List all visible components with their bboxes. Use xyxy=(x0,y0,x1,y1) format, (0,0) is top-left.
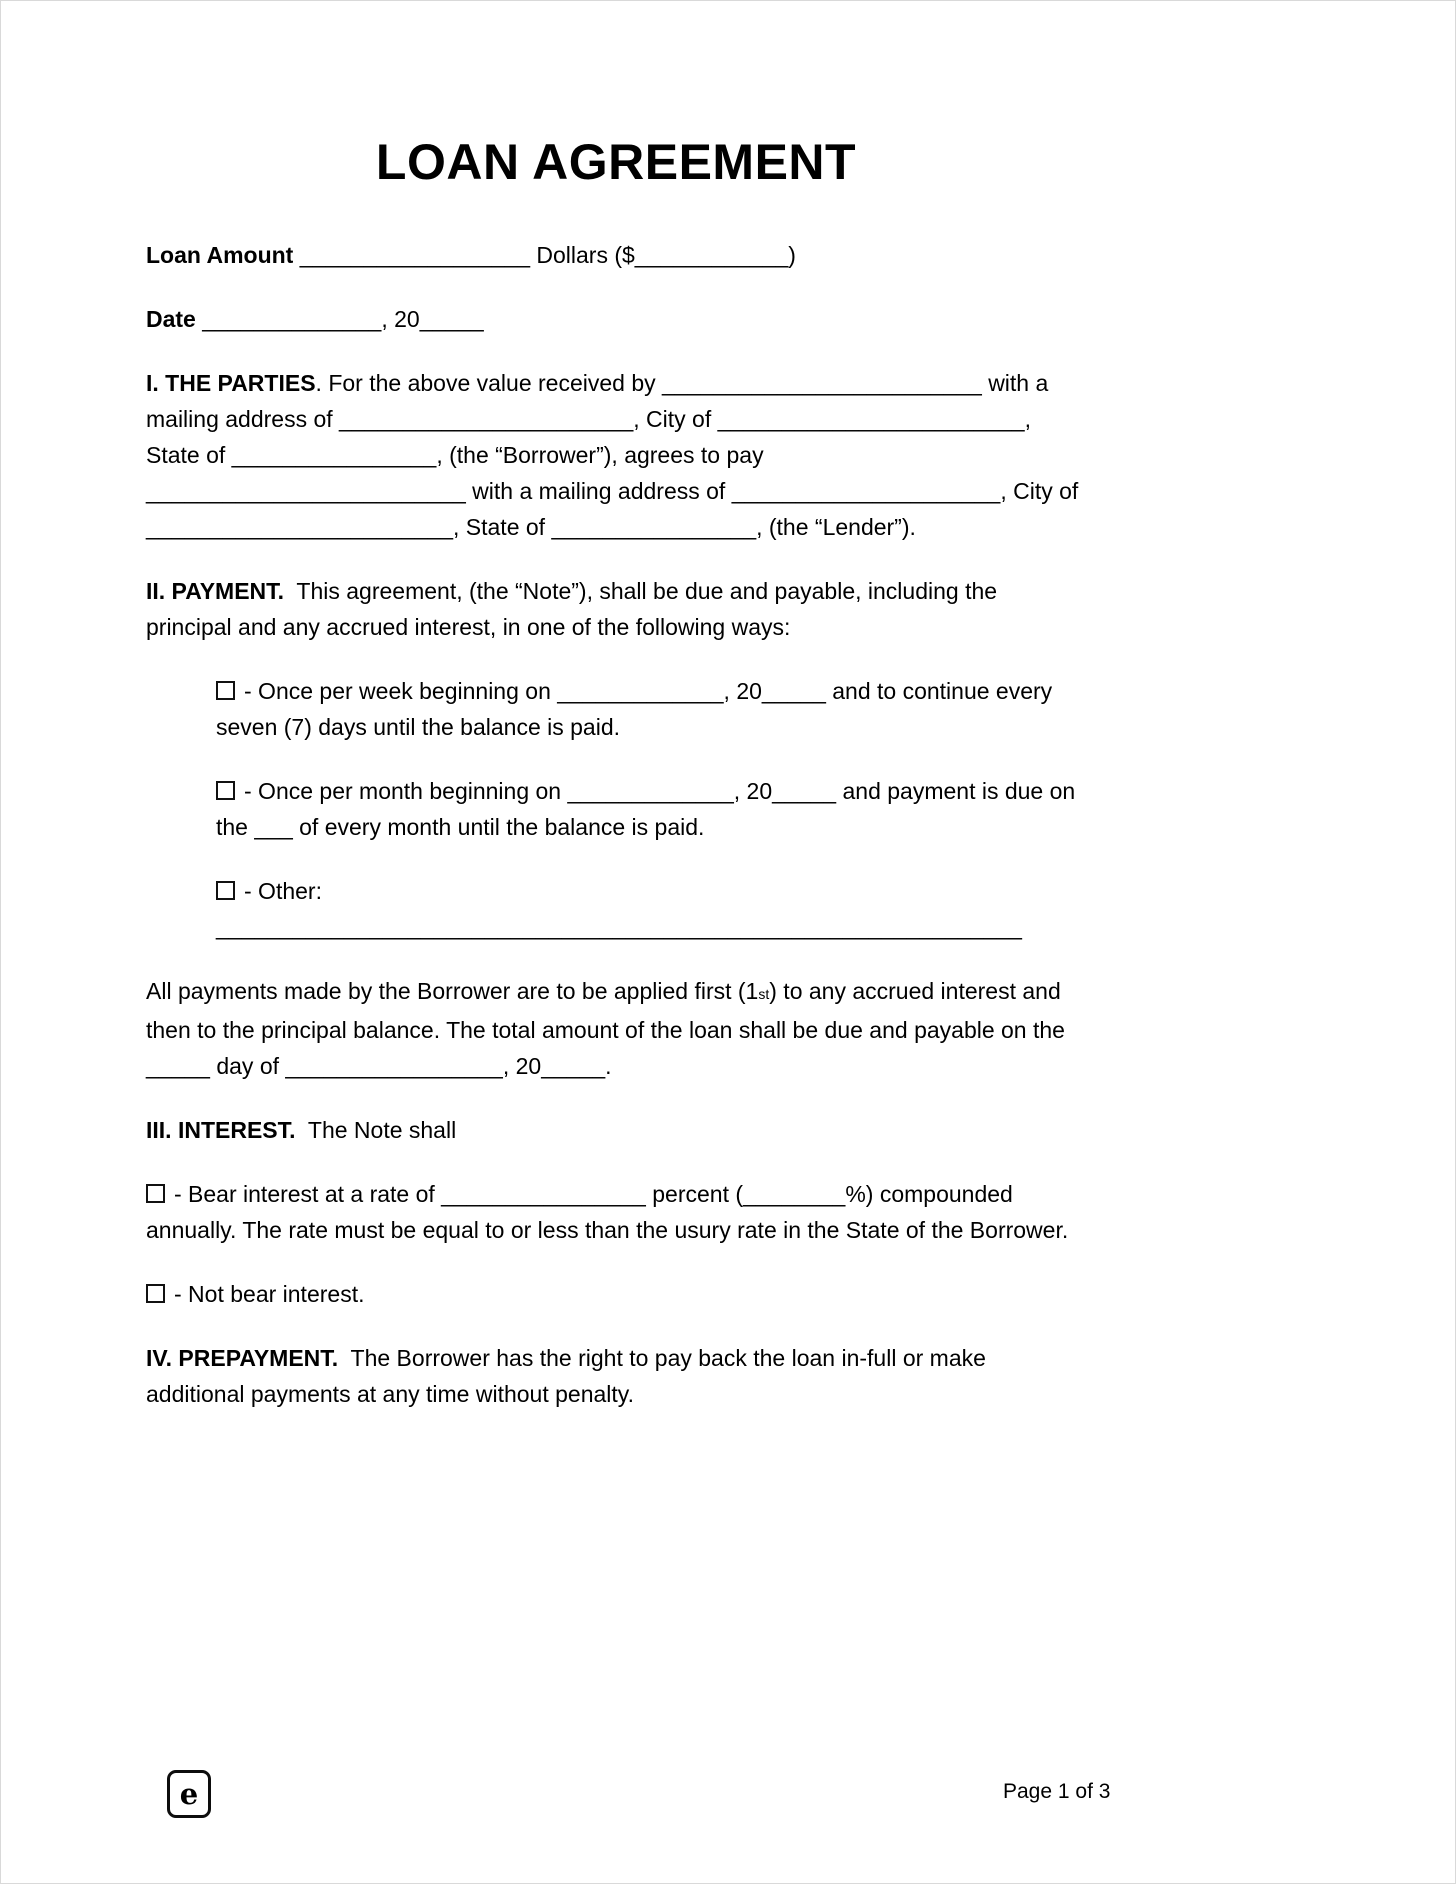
section-parties xyxy=(146,365,1086,545)
ordinal-suffix: st xyxy=(758,986,770,1002)
document-title: LOAN AGREEMENT xyxy=(375,134,857,190)
section-payment xyxy=(146,573,1086,645)
checkbox-unchecked-icon xyxy=(146,1184,165,1203)
interest-option-bear xyxy=(146,1176,1086,1248)
section-payment-body: This agreement, (the “Note”), shall be due and payable, including the principal and any accrued interest, in one of the following ways: xyxy=(146,578,998,640)
section-prepayment-body: The Borrower has the right to pay back the loan in-full or make additional payments at any time without penalty. xyxy=(146,1345,986,1407)
document-content xyxy=(146,133,1086,1440)
loan-amount-blanks: __________________ Dollars ($____________) xyxy=(293,242,796,268)
payment-application-paragraph xyxy=(146,973,1086,1084)
date-blanks: ______________, 20_____ xyxy=(195,306,484,332)
payment-application-part2: ) to any accrued interest and then to the principal balance. The total amount of the loan shall be due and payable on the _____ day of _________________, 20_____. xyxy=(146,978,1065,1079)
interest-option-bear-text: - Bear interest at a rate of ________________ percent (________%) compounded annually. The rate must be equal to or less than the usury rate in the State of the Borrower. xyxy=(146,1181,1069,1243)
payment-option-weekly xyxy=(146,673,1086,745)
section-interest-heading: III. INTEREST. xyxy=(146,1117,296,1143)
checkbox-unchecked-icon xyxy=(216,681,235,700)
date-label: Date xyxy=(146,306,196,332)
eforms-logo-letter: e xyxy=(179,1776,199,1811)
checkbox-unchecked-icon xyxy=(216,781,235,800)
checkbox-unchecked-icon xyxy=(216,881,235,900)
loan-amount-label: Loan Amount xyxy=(146,242,294,268)
section-parties-heading: I. THE PARTIES xyxy=(146,370,316,396)
payment-option-other-text: - Other: _______________________________________________________________ xyxy=(216,878,1022,940)
page-indicator: Page 1 of 3 xyxy=(1003,1780,1111,1803)
loan-amount-line xyxy=(146,237,1086,273)
interest-option-not-bear xyxy=(146,1276,1086,1312)
section-interest xyxy=(146,1112,1086,1148)
section-prepayment xyxy=(146,1340,1086,1412)
section-parties-body: . For the above value received by _________________________ with a mailing address of _______________________, City of ________________________, State of ________________, (the “Borrower”), agrees to pay _________________________ with a mailing address of _____________________, City of ________________________, State of ________________, (the “Lender”). xyxy=(146,370,1079,540)
section-interest-body: The Note shall xyxy=(295,1117,457,1143)
section-payment-heading: II. PAYMENT. xyxy=(146,578,285,604)
date-line xyxy=(146,301,1086,337)
payment-option-weekly-text: - Once per week beginning on _____________, 20_____ and to continue every seven (7) days until the balance is paid. xyxy=(216,678,1053,740)
checkbox-unchecked-icon xyxy=(146,1284,165,1303)
payment-option-monthly-text: - Once per month beginning on _____________, 20_____ and payment is due on the ___ of every month until the balance is paid. xyxy=(216,778,1076,840)
interest-option-not-bear-text: - Not bear interest. xyxy=(174,1281,365,1307)
payment-option-monthly xyxy=(146,773,1086,845)
section-prepayment-heading: IV. PREPAYMENT. xyxy=(146,1345,339,1371)
payment-option-other xyxy=(146,873,1086,945)
eforms-logo xyxy=(167,1770,211,1818)
payment-application-part1: All payments made by the Borrower are to be applied first (1 xyxy=(146,978,759,1004)
